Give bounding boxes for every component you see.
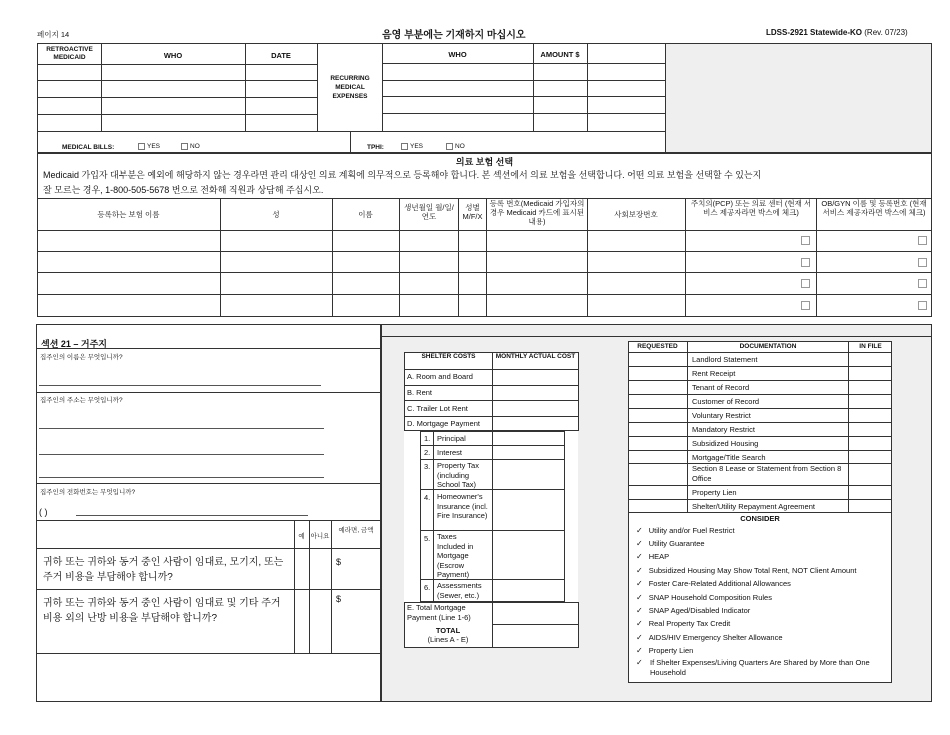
consider-title: CONSIDER — [740, 514, 780, 523]
consider-item: ✓ SNAP Aged/Disabled Indicator — [636, 606, 751, 615]
sub-num: 2. — [424, 448, 431, 457]
obgyn-current-checkbox[interactable] — [918, 236, 927, 245]
obgyn-current-checkbox[interactable] — [918, 258, 927, 267]
doc-item: Tenant of Record — [692, 383, 750, 392]
consider-item: ✓ Real Property Tax Credit — [636, 619, 731, 628]
col-documentation: DOCUMENTATION — [739, 343, 797, 350]
col-shelter-costs: SHELTER COSTS — [421, 353, 476, 360]
col-retroactive-medicaid: RETROACTIVE MEDICAID — [46, 46, 93, 61]
row-principal: Principal — [437, 434, 466, 443]
doc-item: Property Lien — [692, 488, 737, 497]
row-escrow: Taxes Included in Mortgage (Escrow Payment) — [437, 532, 474, 579]
consider-item: ✓ Subsidized Housing May Show Total Rent, NOT Client Amount — [636, 566, 857, 575]
check-icon: ✓ — [636, 526, 643, 535]
sub-num: 1. — [424, 434, 431, 443]
form-id: LDSS-2921 Statewide-KO (Rev. 07/23) — [766, 28, 908, 37]
col-who: WHO — [163, 51, 183, 60]
consider-item — [636, 658, 649, 667]
row-mortgage-payment: D. Mortgage Payment — [407, 419, 480, 428]
q-landlord-address: 집주인의 주소는 무엇입니까? — [40, 397, 123, 404]
check-icon: ✓ — [636, 619, 643, 628]
medical-bills-yes[interactable]: YES — [138, 143, 160, 150]
obgyn-current-checkbox[interactable] — [918, 301, 927, 310]
col-monthly-actual-cost: MONTHLY ACTUAL COST — [495, 353, 576, 360]
check-icon: ✓ — [636, 593, 643, 602]
check-icon: ✓ — [636, 579, 643, 588]
page-number: 페이지 14 — [37, 30, 70, 39]
total-lines: (Lines A - E) — [427, 635, 469, 644]
landlord-phone-field[interactable] — [76, 515, 308, 516]
tphi-yes[interactable]: YES — [401, 143, 423, 150]
row-rent: B. Rent — [407, 388, 433, 397]
row-trailer-lot-rent: C. Trailer Lot Rent — [407, 404, 468, 413]
medical-bills-no[interactable]: NO — [181, 143, 200, 150]
shaded-area — [665, 43, 932, 153]
col-requested: REQUESTED — [637, 343, 678, 350]
col-who-2: WHO — [448, 50, 467, 59]
check-icon: ✓ — [636, 566, 643, 575]
col-pcp: 주치의(PCP) 또는 의료 센터 (현재 서비스 제공자라면 박스에 체크) — [690, 199, 812, 217]
insurance-intro-line-1: Medicaid 가입자 대부분은 예외에 해당하지 않는 경우라면 관리 대상인 의료 계획에 의무적으로 등록해야 합니다. 본 섹션에서 의료 보험을 선택합니다. 어떤 의료 보험을 선택할 수 있는지 — [43, 170, 762, 180]
q-rent-expenses: 귀하 또는 귀하와 동거 중인 사람이 임대료, 모기지, 또는 주거 비용을 부담해야 합니까? — [43, 557, 284, 583]
pcp-current-checkbox[interactable] — [801, 258, 810, 267]
row-property-tax: Property Tax (including School Tax) — [437, 461, 479, 489]
doc-item: Customer of Record — [692, 397, 760, 406]
doc-item: Mortgage/Title Search — [692, 453, 766, 462]
doc-item: Shelter/Utility Repayment Agreement — [692, 502, 815, 511]
pcp-current-checkbox[interactable] — [801, 279, 810, 288]
tphi-label: TPHI: — [367, 144, 384, 151]
heating-amount-field[interactable]: $ — [336, 594, 342, 604]
pcp-current-checkbox[interactable] — [801, 301, 810, 310]
consider-item: ✓ HEAP — [636, 552, 670, 561]
q-landlord-phone: 집주인의 전화번호는 무엇입니까? — [40, 489, 136, 496]
col-last-name: 성 — [272, 210, 280, 219]
row-room-and-board: A. Room and Board — [407, 372, 473, 381]
sub-num: 6. — [424, 583, 431, 592]
phone-area-code[interactable]: ( ) — [39, 507, 48, 517]
col-amount: AMOUNT $ — [540, 50, 580, 59]
sub-num: 5. — [424, 534, 431, 543]
col-if-yes-amount: 예라면, 금액 — [338, 527, 374, 534]
col-first-name: 이름 — [358, 210, 373, 219]
pcp-current-checkbox[interactable] — [801, 236, 810, 245]
check-icon: ✓ — [636, 633, 643, 642]
consider-item: ✓ Utility Guarantee — [636, 539, 705, 548]
landlord-name-field[interactable] — [39, 385, 321, 386]
total-label: TOTAL — [435, 626, 461, 635]
consider-item: ✓ Property Lien — [636, 646, 694, 655]
col-enrollment-number: 등록 번호(Medicaid 가입자의 경우 Medicaid 카드에 표시된 내용) — [489, 199, 585, 226]
check-icon: ✓ — [636, 658, 643, 667]
landlord-address-field[interactable] — [39, 454, 324, 455]
section-21-panel — [36, 324, 381, 702]
sub-num: 3. — [424, 462, 431, 471]
obgyn-current-checkbox[interactable] — [918, 279, 927, 288]
col-plan-name: 등록하는 보험 이름 — [97, 210, 160, 219]
col-ssn: 사회보장번호 — [614, 210, 658, 219]
insurance-intro-line-2: 잘 모르는 경우, 1-800-505-5678 번으로 전화해 직원과 상담해 주십시오. — [43, 185, 324, 195]
doc-item: Section 8 Lease or Statement from Section 8 Office — [692, 464, 842, 483]
sub-num: 4. — [424, 493, 431, 502]
col-yes: 예 — [298, 533, 305, 540]
tphi-no[interactable]: NO — [446, 143, 465, 150]
check-icon: ✓ — [636, 606, 643, 615]
row-homeowners-insurance: Homeowner's Insurance (incl. Fire Insurance) — [437, 492, 488, 520]
landlord-address-field[interactable] — [39, 428, 324, 429]
q-landlord-name: 집주인의 이름은 무엇입니까? — [40, 354, 123, 361]
col-no: 아니요 — [310, 533, 330, 540]
col-sex: 성별 M/F/X — [462, 203, 483, 221]
doc-item: Voluntary Restrict — [692, 411, 751, 420]
doc-item: Landlord Statement — [692, 355, 758, 364]
col-date: DATE — [271, 51, 291, 60]
consider-item: ✓ AIDS/HIV Emergency Shelter Allowance — [636, 633, 783, 642]
recurring-medical-expenses: RECURRING MEDICAL EXPENSES — [330, 75, 370, 100]
row-total-mortgage: E. Total Mortgage Payment (Line 1-6) — [407, 603, 471, 622]
consider-item-text: If Shelter Expenses/Living Quarters Are Shared by More than One Household — [650, 658, 870, 677]
check-icon: ✓ — [636, 539, 643, 548]
section-21-title: 섹션 21 – 거주지 — [41, 339, 107, 349]
medical-bills-label: MEDICAL BILLS: — [62, 144, 115, 151]
rent-amount-field[interactable]: $ — [336, 557, 342, 567]
insurance-title: 의료 보험 선택 — [455, 157, 514, 167]
col-birth-date: 생년월일 월/일/연도 — [404, 203, 454, 221]
page-title: 음영 부분에는 기재하지 마십시오 — [382, 30, 526, 41]
doc-item: Subsidized Housing — [692, 439, 759, 448]
check-icon: ✓ — [636, 646, 643, 655]
consider-item: ✓ Foster Care-Related Additional Allowances — [636, 579, 791, 588]
doc-item: Mandatory Restrict — [692, 425, 755, 434]
consider-item: ✓ Utility and/or Fuel Restrict — [636, 526, 735, 535]
col-in-file: IN FILE — [859, 343, 882, 350]
consider-item: ✓ SNAP Household Composition Rules — [636, 593, 772, 602]
col-obgyn: OB/GYN 이름 및 등록번호 (현재 서비스 제공자라면 박스에 체크) — [821, 199, 927, 217]
doc-item: Rent Receipt — [692, 369, 736, 378]
q-heating-expenses: 귀하 또는 귀하와 동거 중인 사람이 임대료 및 기타 주거 비용 외의 난방 비용을 부담해야 합니까? — [43, 598, 281, 624]
check-icon: ✓ — [636, 552, 643, 561]
row-assessments: Assessments (Sewer, etc.) — [437, 581, 482, 600]
landlord-address-field[interactable] — [39, 477, 324, 478]
row-interest: Interest — [437, 448, 463, 457]
